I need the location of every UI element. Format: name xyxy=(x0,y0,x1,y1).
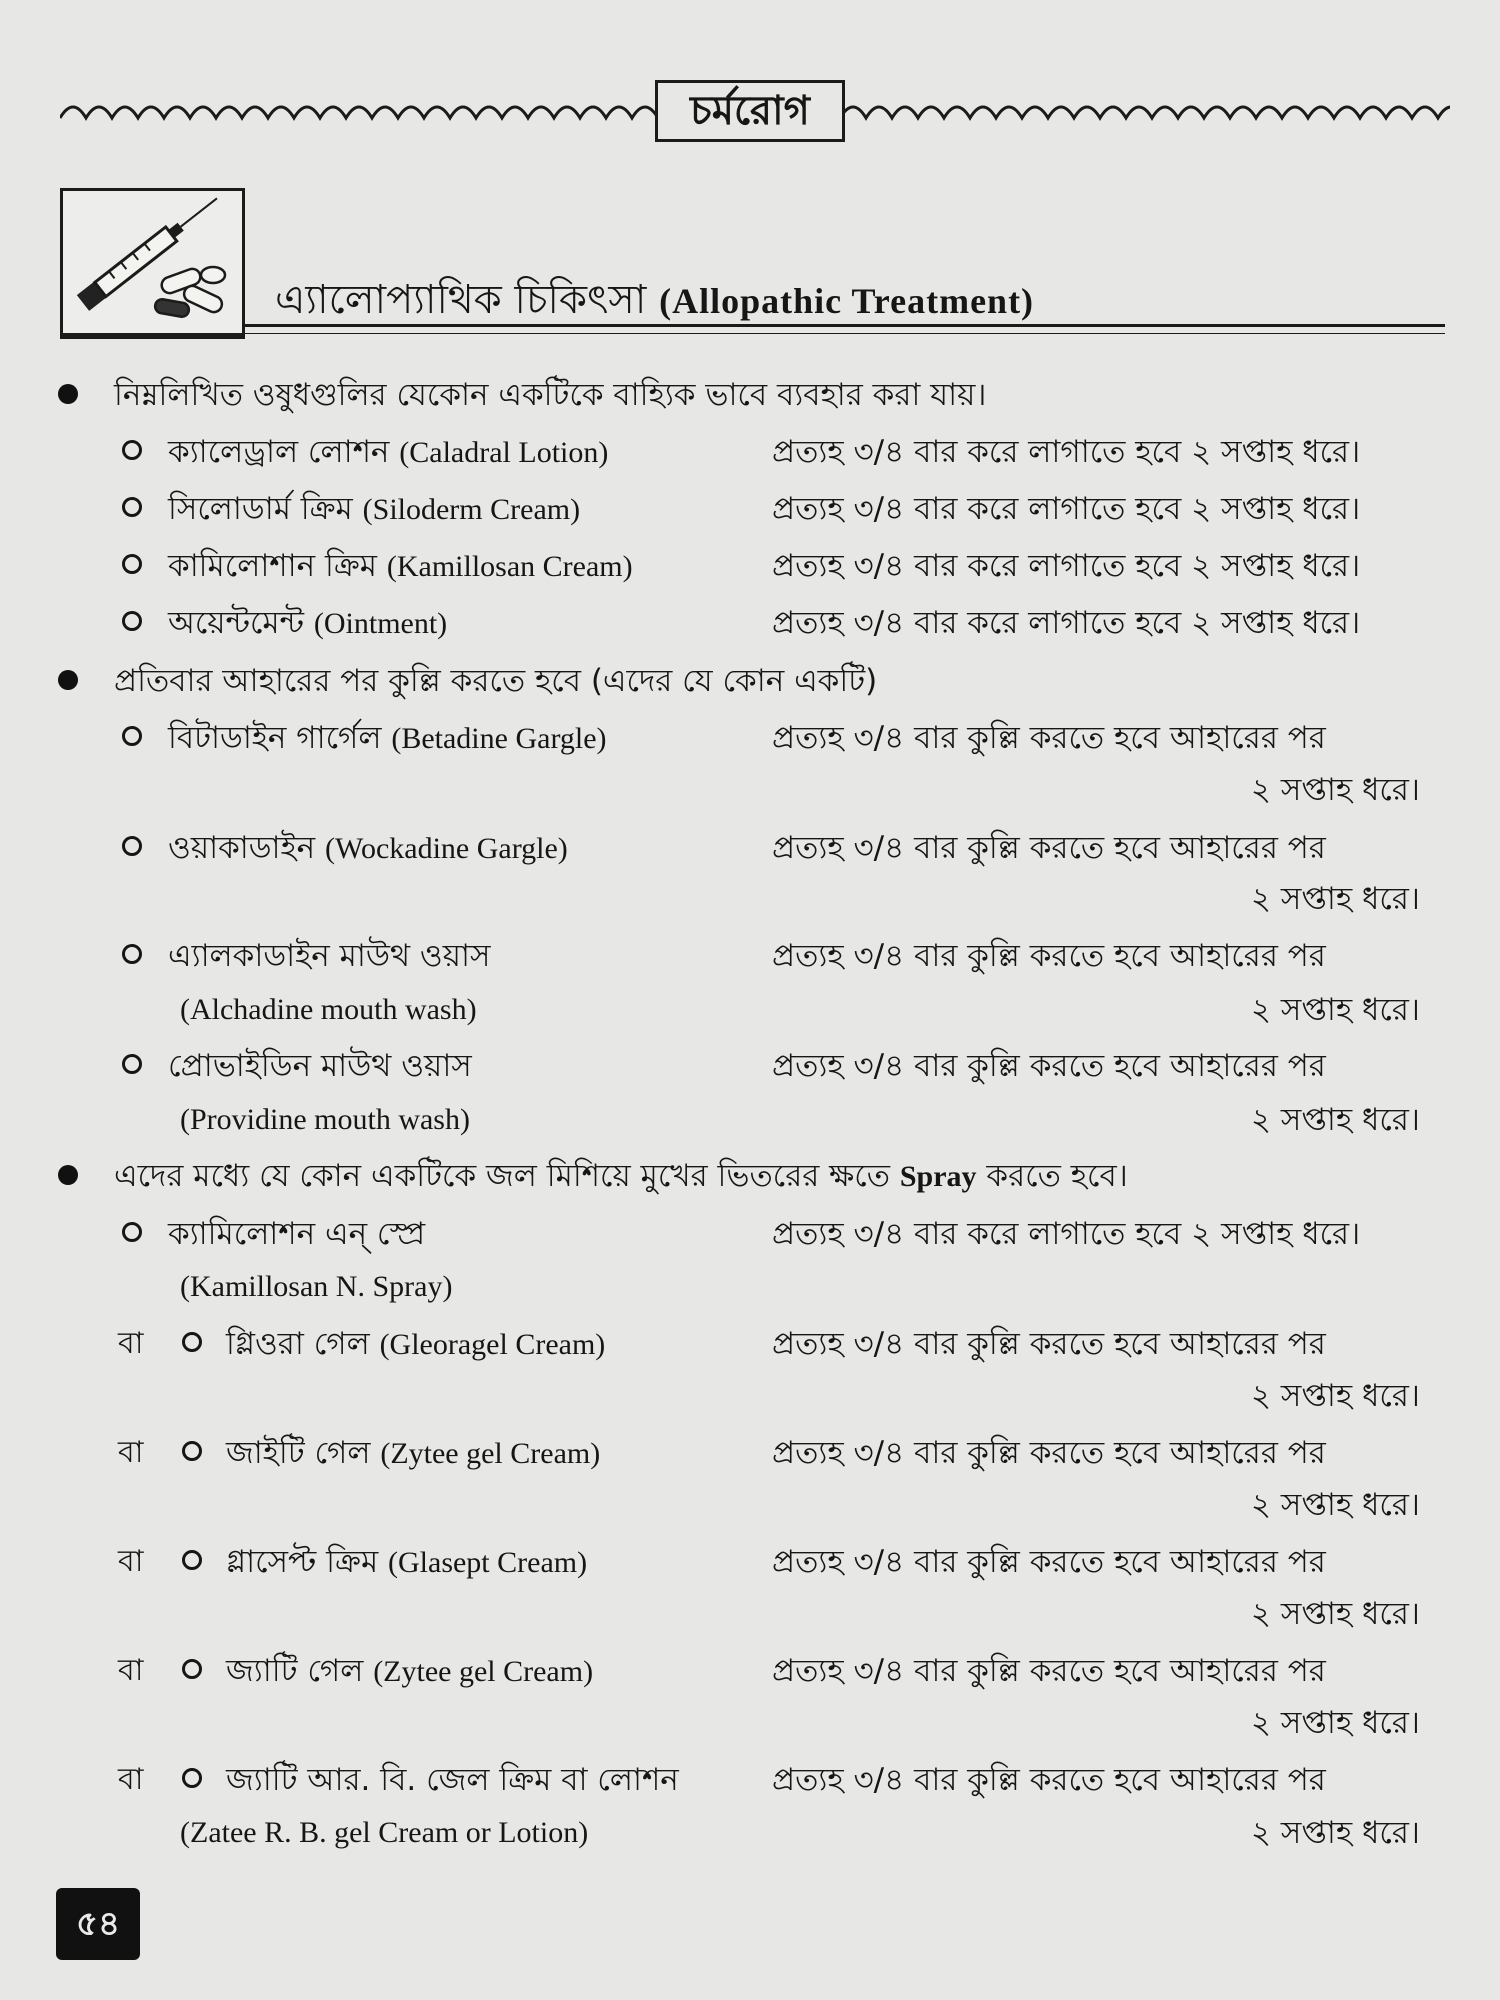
dosage: প্রত্যহ ৩/৪ বার কুল্লি করতে হবে আহারের পর xyxy=(772,1435,1326,1471)
list-item xyxy=(0,1752,1500,1808)
medicine-name: এ্যালকাডাইন মাউথ ওয়াস xyxy=(168,938,491,974)
medicine-name-en: (Alchadine mouth wash) xyxy=(180,993,477,1026)
medicine-name: জ্যাটি আর. বি. জেল ক্রিম বা লোশন xyxy=(226,1762,679,1798)
medicine-name: জ্যাটি গেল (Zytee gel Cream) xyxy=(226,1653,594,1689)
section-title-bn: এ্যালোপ্যাথিক চিকিৎসা xyxy=(275,277,647,323)
section-heading-end: করতে হবে। xyxy=(986,1158,1128,1194)
circle-bullet-icon xyxy=(122,1054,142,1074)
dosage-continued: ২ সপ্তাহ ধরে। xyxy=(1250,1378,1420,1414)
circle-bullet-icon xyxy=(182,1659,202,1679)
or-prefix: বা xyxy=(118,1435,144,1470)
page-number: ৫৪ xyxy=(56,1888,140,1960)
medicine-name: সিলোডার্ম ক্রিম (Siloderm Cream) xyxy=(168,491,581,527)
section-heading-text: এদের মধ্যে যে কোন একটিকে জল মিশিয়ে মুখের ভিতরের ক্ষতে xyxy=(114,1158,891,1194)
section-heading-en: Spray xyxy=(899,1160,977,1193)
dosage-continued: ২ সপ্তাহ ধরে। xyxy=(1250,992,1420,1028)
circle-bullet-icon xyxy=(122,1222,142,1242)
bullet-icon xyxy=(58,1165,78,1185)
circle-bullet-icon xyxy=(182,1768,202,1788)
section-heading-text: নিম্নলিখিত ওষুধগুলির যেকোন একটিকে বাহ্যিক ভাবে ব্যবহার করা যায়। xyxy=(114,377,987,413)
medicine-name: প্রোভাইডিন মাউথ ওয়াস xyxy=(168,1048,472,1084)
medicine-name: ক্যামিলোশন এন্ স্প্রে xyxy=(168,1216,426,1252)
chapter-label: চর্মরোগ xyxy=(655,80,845,142)
circle-bullet-icon xyxy=(122,497,142,517)
circle-bullet-icon xyxy=(122,944,142,964)
or-prefix: বা xyxy=(118,1326,144,1361)
medicine-name: কামিলোশান ক্রিম (Kamillosan Cream) xyxy=(168,548,633,584)
list-item xyxy=(0,820,1500,876)
list-item xyxy=(0,1038,1500,1094)
dosage: প্রত্যহ ৩/৪ বার কুল্লি করতে হবে আহারের পর xyxy=(772,1762,1326,1798)
icon-box-underline xyxy=(60,336,245,339)
circle-bullet-icon xyxy=(182,1550,202,1570)
list-item xyxy=(0,1316,1500,1372)
medicine-name-en: (Zatee R. B. gel Cream or Lotion) xyxy=(180,1816,589,1849)
dosage-continued: ২ সপ্তাহ ধরে। xyxy=(1250,1596,1420,1632)
medicine-name: ওয়াকাডাইন (Wockadine Gargle) xyxy=(168,830,568,866)
medicine-name: ক্যালেড্রাল লোশন (Caladral Lotion) xyxy=(168,434,609,470)
dosage: প্রত্যহ ৩/৪ বার করে লাগাতে হবে ২ সপ্তাহ ধরে। xyxy=(772,1216,1361,1252)
list-item xyxy=(0,1643,1500,1699)
section-heading-text: প্রতিবার আহারের পর কুল্লি করতে হবে (এদের যে কোন একটি) xyxy=(114,663,878,699)
bullet-icon xyxy=(58,670,78,690)
list-item xyxy=(0,538,1500,594)
list-item xyxy=(0,928,1500,984)
title-underline xyxy=(245,324,1445,327)
list-item xyxy=(0,595,1500,651)
dosage: প্রত্যহ ৩/৪ বার করে লাগাতে হবে ২ সপ্তাহ ধরে। xyxy=(772,548,1361,584)
dosage-continued: ২ সপ্তাহ ধরে। xyxy=(1250,1102,1420,1138)
dosage-continued: ২ সপ্তাহ ধরে। xyxy=(1250,1487,1420,1523)
section-title-en: (Allopathic Treatment) xyxy=(659,281,1035,321)
medicine-name: জাইটি গেল (Zytee gel Cream) xyxy=(226,1435,601,1471)
circle-bullet-icon xyxy=(182,1332,202,1352)
dosage: প্রত্যহ ৩/৪ বার কুল্লি করতে হবে আহারের পর xyxy=(772,1048,1326,1084)
syringe-and-pills-icon xyxy=(60,188,245,336)
dosage: প্রত্যহ ৩/৪ বার কুল্লি করতে হবে আহারের পর xyxy=(772,1653,1326,1689)
list-item xyxy=(0,424,1500,480)
circle-bullet-icon xyxy=(122,611,142,631)
medicine-name-en: (Kamillosan N. Spray) xyxy=(180,1270,453,1303)
dosage-continued: ২ সপ্তাহ ধরে। xyxy=(1250,1815,1420,1851)
list-item xyxy=(0,481,1500,537)
section-heading xyxy=(58,1152,1128,1201)
dosage-continued: ২ সপ্তাহ ধরে। xyxy=(1250,1705,1420,1741)
or-prefix: বা xyxy=(118,1762,144,1797)
medicine-name: গ্লিওরা গেল (Gleoragel Cream) xyxy=(226,1326,606,1362)
dosage: প্রত্যহ ৩/৪ বার করে লাগাতে হবে ২ সপ্তাহ ধরে। xyxy=(772,434,1361,470)
dosage-continued: ২ সপ্তাহ ধরে। xyxy=(1250,772,1420,808)
medicine-name: অয়েন্টমেন্ট (Ointment) xyxy=(168,605,448,641)
circle-bullet-icon xyxy=(122,440,142,460)
medicine-name: বিটাডাইন গার্গেল (Betadine Gargle) xyxy=(168,720,607,756)
list-item xyxy=(0,1206,1500,1262)
section-heading xyxy=(58,371,986,419)
circle-bullet-icon xyxy=(182,1441,202,1461)
circle-bullet-icon xyxy=(122,726,142,746)
dosage: প্রত্যহ ৩/৪ বার কুল্লি করতে হবে আহারের পর xyxy=(772,1326,1326,1362)
title-underline-thin xyxy=(245,333,1445,334)
dosage: প্রত্যহ ৩/৪ বার কুল্লি করতে হবে আহারের পর xyxy=(772,830,1326,866)
or-prefix: বা xyxy=(118,1653,144,1688)
list-item xyxy=(0,1425,1500,1481)
medicine-name-en: (Providine mouth wash) xyxy=(180,1103,470,1136)
dosage: প্রত্যহ ৩/৪ বার কুল্লি করতে হবে আহারের পর xyxy=(772,720,1326,756)
circle-bullet-icon xyxy=(122,554,142,574)
bullet-icon xyxy=(58,384,78,404)
list-item xyxy=(0,1534,1500,1590)
medicine-name: গ্লাসেপ্ট ক্রিম (Glasept Cream) xyxy=(226,1544,588,1580)
circle-bullet-icon xyxy=(122,836,142,856)
dosage-continued: ২ সপ্তাহ ধরে। xyxy=(1250,881,1420,917)
list-item xyxy=(0,710,1500,766)
dosage: প্রত্যহ ৩/৪ বার করে লাগাতে হবে ২ সপ্তাহ ধরে। xyxy=(772,491,1361,527)
dosage: প্রত্যহ ৩/৪ বার করে লাগাতে হবে ২ সপ্তাহ ধরে। xyxy=(772,605,1361,641)
dosage: প্রত্যহ ৩/৪ বার কুল্লি করতে হবে আহারের পর xyxy=(772,1544,1326,1580)
section-heading xyxy=(58,657,877,705)
or-prefix: বা xyxy=(118,1544,144,1579)
dosage: প্রত্যহ ৩/৪ বার কুল্লি করতে হবে আহারের পর xyxy=(772,938,1326,974)
